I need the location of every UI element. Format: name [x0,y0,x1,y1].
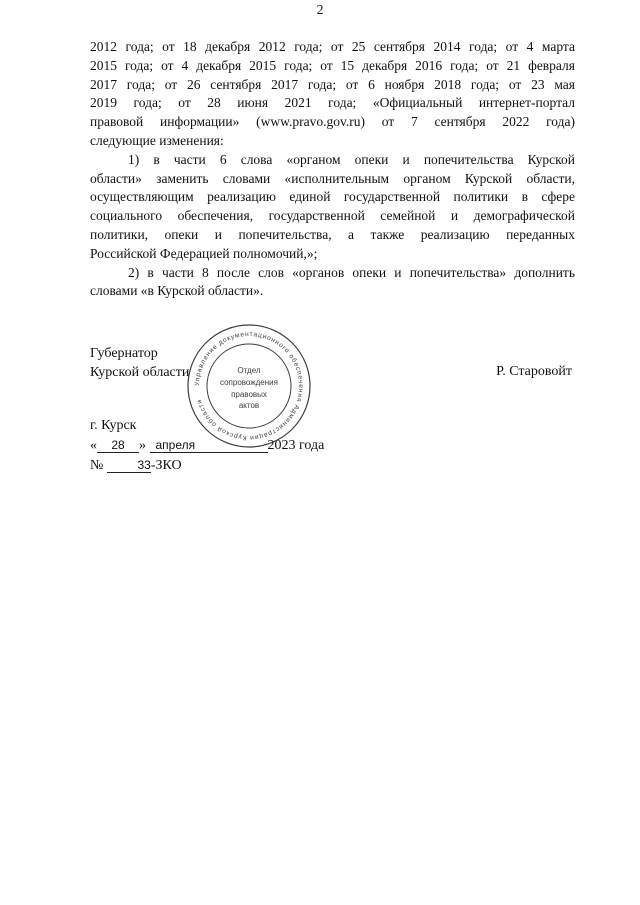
signatory-title [90,344,189,382]
text-line: 2) в части 8 после слов «органов опеки и попечительства» дополнить [128,264,575,280]
text-line: области» заменить словами «исполнительным органом Курской области, [90,170,575,186]
city: г. Курск [90,418,137,433]
signatory-title-line: Губернатор [90,346,158,361]
number-sign: № [90,458,104,473]
date-month: апреля [150,438,268,453]
stamp-ring-textpath: Управление документационного обеспечения Администрации Курской области [193,330,305,442]
law-number: 33 [107,458,151,473]
item-2-paragraph [90,264,575,302]
text-line: следующие изменения: [90,132,224,148]
official-stamp [185,322,313,450]
document-body [90,38,575,301]
text-line: правовой информации» (www.pravo.gov.ru) от 7 сентября 2022 года) [90,114,575,130]
signer-name: Р. Старовойт [496,364,572,379]
intro-paragraph [90,38,575,151]
date-day: 28 [97,438,139,453]
text-line: словами «в Курской области». [90,283,264,299]
text-line: 2012 года; от 18 декабря 2012 года; от 25 сентября 2014 года; от 4 марта [90,39,575,54]
page-number: 2 [316,3,324,18]
stamp-center-line-2: сопровождения [220,378,278,387]
text-line: 2017 года; от 26 сентября 2017 года; от 6 ноября 2018 года; от 23 мая [90,76,575,92]
law-number-suffix: -ЗКО [150,458,182,473]
text-line: 2015 года; от 4 декабря 2015 года; от 15 декабря 2016 года; от 21 февраля [90,57,575,73]
text-line: социального обеспечения, государственной семейной и демографической [90,208,575,224]
stamp-center-line-4: актов [238,401,260,410]
stamp-center-line-1: Отдел [237,366,261,375]
quote-close: » [139,438,146,453]
text-line: политики, опеки и попечительства, а также реализацию переданных [90,226,575,242]
item-1-paragraph [90,151,575,264]
signatory-title-line: Курской области [90,365,190,380]
text-line: Российской Федерацией полномочий,»; [90,245,318,261]
number-line [90,456,324,476]
date-year-suffix: года [299,438,325,453]
text-line: 1) в части 6 слова «органом опеки и попечительства Курской [128,151,575,167]
text-line: осуществляющим реализацию единой государственной политики в сфере [90,189,575,205]
stamp-center-line-3: правовых [231,390,267,399]
quote-open: « [90,438,97,453]
date-year: 2023 [267,438,296,453]
text-line: 2019 года; от 28 июня 2021 года; «Официальный интернет-портал [90,95,575,111]
